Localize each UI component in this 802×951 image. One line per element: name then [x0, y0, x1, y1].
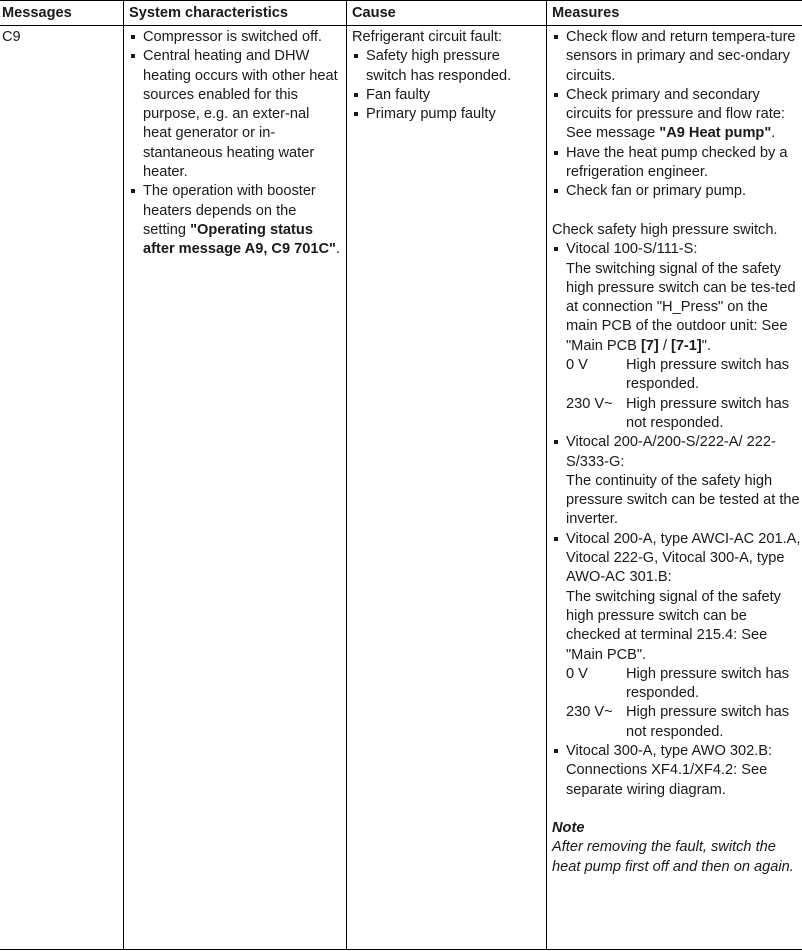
measure-item: Have the heat pump checked by a refrigeration engineer.	[552, 144, 802, 183]
measure-item: Check flow and return tempera-ture sensors in primary and sec-ondary circuits.	[552, 28, 802, 86]
header-divider	[0, 25, 802, 26]
measures-cell	[552, 28, 802, 877]
header-messages: Messages	[2, 5, 72, 21]
vitocal-200a-item: Vitocal 200-A, type AWCI-AC 201.A, Vitocal 222-G, Vitocal 300-A, type AWO-AC 301.B: The switching signal of the safety high pressure switch can be checked at terminal 215.4: See "Main PCB".	[552, 530, 802, 665]
cause-item: Safety high pressure switch has responded.	[352, 47, 542, 86]
header-system-characteristics: System characteristics	[129, 5, 289, 21]
cause-item: Primary pump faulty	[352, 105, 542, 124]
voltage-row-0v: 0 V High pressure switch has responded.	[566, 665, 790, 702]
system-bullet: The operation with booster heaters depends on the setting "Operating status after message A9, C9 701C".	[129, 182, 341, 259]
cause-cell	[352, 28, 542, 124]
cause-intro: Refrigerant circuit fault:	[352, 29, 503, 45]
note-text: After removing the fault, switch the heat pump first off and then on again.	[552, 839, 794, 875]
system-bullet: Compressor is switched off.	[129, 28, 341, 47]
system-characteristics-cell	[129, 28, 341, 260]
note-heading: Note	[552, 820, 585, 837]
system-bullet: Central heating and DHW heating occurs with other heat sources enabled for this purpose, e.g. an exter-nal heat generator or in-stantaneous heating water heater.	[129, 47, 341, 182]
message-code: C9	[2, 29, 21, 45]
column-divider-3	[546, 0, 547, 950]
header-measures: Measures	[552, 5, 620, 21]
check-hp-switch-text: Check safety high pressure switch.	[552, 221, 778, 238]
column-divider-2	[346, 0, 347, 950]
column-divider-1	[123, 0, 124, 950]
measure-item: Check primary and secondary circuits for pressure and flow rate: See message "A9 Heat pump".	[552, 86, 802, 144]
vitocal-100-item: Vitocal 100-S/111-S: The switching signal of the safety high pressure switch can be tes-ted at connection "H_Press" on the main PCB of the outdoor unit: See "Main PCB [7] / [7-1]".	[552, 240, 802, 356]
cause-item: Fan faulty	[352, 86, 542, 105]
vitocal-300-item: Vitocal 300-A, type AWO 302.B: Connections XF4.1/XF4.2: See separate wiring diagram.	[552, 742, 802, 800]
table-top-border	[0, 0, 802, 1]
table-bottom-border	[0, 949, 802, 950]
voltage-row-230v: 230 V~ High pressure switch has not responded.	[566, 704, 790, 740]
header-cause: Cause	[352, 5, 396, 21]
voltage-row-0v: 0 V High pressure switch has responded.	[566, 357, 790, 393]
measure-item: Check fan or primary pump.	[552, 182, 802, 201]
voltage-row-230v: 230 V~ High pressure switch has not responded.	[566, 395, 790, 431]
vitocal-200-item: Vitocal 200-A/200-S/222-A/ 222-S/333-G: The continuity of the safety high pressure switch can be tested at the inverter.	[552, 433, 802, 529]
